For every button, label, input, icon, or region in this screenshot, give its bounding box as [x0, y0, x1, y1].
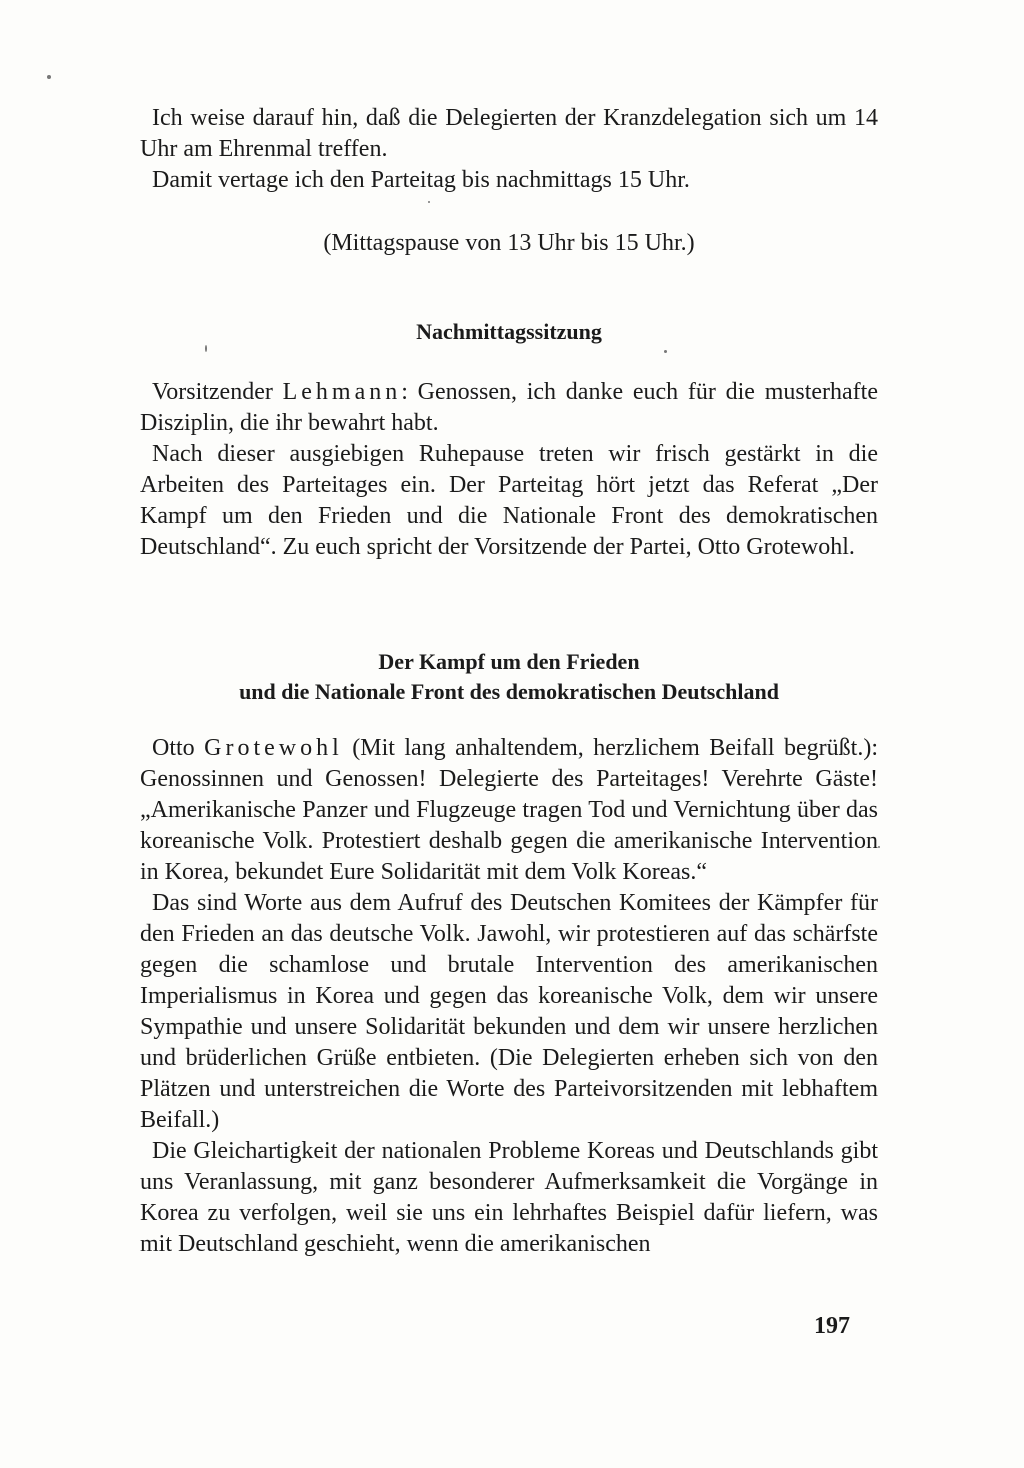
speech-text: (Mit lang anhaltendem, herzlichem Beifall begrüßt.): Genossinnen und Genossen! Delegierte des Parteitages! Verehrte Gäste! „Amerikanische Panzer und Flugzeuge tragen Tod und Vernichtung über das koreanische Volk. Protestiert deshalb gegen die amerikanische Intervention in Korea, bekundet Eure Solidarität mit dem Volk Koreas.“ — [140, 735, 878, 885]
speaker-first-name: Otto — [152, 735, 195, 761]
page-number: 197 — [814, 1313, 850, 1339]
print-speck — [47, 75, 51, 79]
print-speck — [878, 846, 880, 848]
speech-text: : Genossen, ich danke euch für die musterhafte Disziplin, die ihr bewahrt habt. — [140, 379, 878, 436]
paragraph: Nach dieser ausgiebigen Ruhepause treten wir frisch gestärkt in die Arbeiten des Parteitages ein. Der Parteitag hört jetzt das Referat „Der Kampf um den Frieden und die Nationale Front des demokratischen Deutschland“. Zu euch spricht der Vorsitzende der Partei, Otto Grotewohl. — [140, 441, 878, 560]
print-speck — [428, 201, 430, 203]
paragraph — [140, 377, 878, 439]
paragraph: Das sind Worte aus dem Aufruf des Deutschen Komitees der Kämpfer für den Frieden an das deutsche Volk. Jawohl, wir protestieren auf das schärfste gegen die schamlose und brutale Intervention des amerikanischen Imperialismus in Korea und gegen das koreanische Volk, dem wir unsere Sympathie und unsere Solidarität bekunden und dem wir unsere herzlichen und brüderlichen Grüße entbieten. (Die Delegierten erheben sich von den Plätzen und unterstreichen die Worte des Parteivorsitzenden mit lebhaftem Beifall.) — [140, 890, 878, 1133]
speaker-last-name: Grotewohl — [204, 735, 343, 761]
report-title-line-1: Der Kampf um den Frieden — [378, 649, 640, 674]
speaker-role: Vorsitzender — [152, 379, 273, 405]
paragraph: Ich weise darauf hin, daß die Delegierten der Kranzdelegation sich um 14 Uhr am Ehrenmal treffen. — [140, 105, 878, 162]
paragraph: Die Gleichartigkeit der nationalen Probleme Koreas und Deutschlands gibt uns Veranlassung, mit ganz besonderer Aufmerksamkeit die Vorgänge in Korea zu verfolgen, weil sie uns ein lehrhaftes Beispiel dafür liefern, was mit Deutschland geschieht, wenn die amerikanischen — [140, 1138, 878, 1257]
paragraph — [140, 733, 878, 888]
break-note: (Mittagspause von 13 Uhr bis 15 Uhr.) — [323, 230, 695, 256]
top-section — [140, 103, 878, 196]
report-title-line-2: und die Nationale Front des demokratischen Deutschland — [239, 679, 779, 704]
paragraph: Damit vertage ich den Parteitag bis nachmittags 15 Uhr. — [152, 167, 690, 193]
speaker-name: Lehmann — [282, 379, 402, 405]
report-text — [140, 733, 878, 1260]
afternoon-session-text — [140, 377, 878, 563]
section-heading: Nachmittagssitzung — [416, 319, 602, 344]
print-speck — [664, 350, 667, 353]
